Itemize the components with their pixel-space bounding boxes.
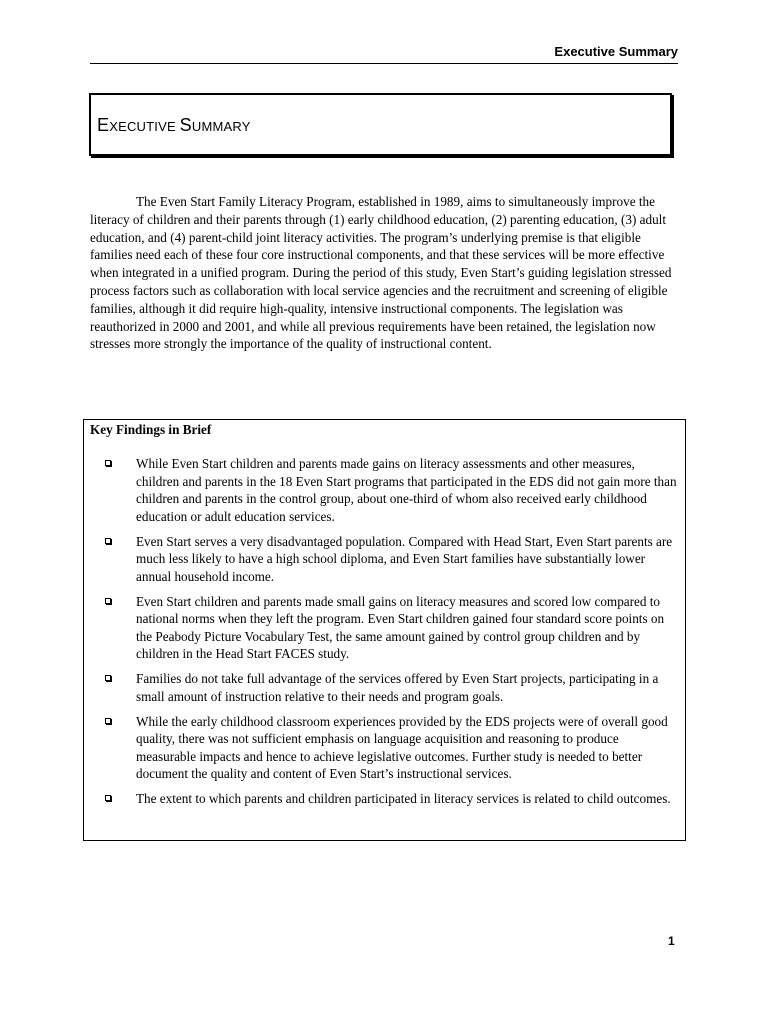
finding-item xyxy=(84,790,685,808)
title-rest-1: XECUTIVE xyxy=(109,119,180,134)
square-bullet-icon xyxy=(105,460,111,466)
title-rest-2: UMMARY xyxy=(191,119,251,134)
finding-item xyxy=(84,670,685,705)
square-bullet-icon xyxy=(105,795,111,801)
finding-item xyxy=(84,593,685,663)
title-cap-e: E xyxy=(97,115,110,135)
intro-paragraph: The Even Start Family Literacy Program, established in 1989, aims to simultaneously improve the literacy of children and their parents through (1) early childhood education, (2) parenting education, (3) adult education, and (4) parent-child joint literacy activities. The program’s underlying premise is that eligible families need each of these four core instructional components, and that these services will be more effective when integrated in a unified program. During the period of this study, Even Start’s guiding legislation stressed process factors such as collaboration with local service agencies and the recruitment and screening of eligible families, although it did require high-quality, intensive instructional components. The legislation was reauthorized in 2000 and 2001, and while all previous requirements have been retained, the legislation now stresses more strongly the importance of the quality of instructional content. xyxy=(90,194,672,352)
page-number: 1 xyxy=(668,934,675,948)
finding-text: Even Start serves a very disadvantaged population. Compared with Head Start, Even Start parents are much less likely to have a high school diploma, and Even Start families have substantially lower annual household income. xyxy=(136,533,673,584)
key-findings-box xyxy=(83,419,686,841)
finding-list xyxy=(84,455,685,816)
header-rule xyxy=(90,63,678,64)
square-bullet-icon xyxy=(105,598,111,604)
finding-text: While Even Start children and parents made gains on literacy assessments and other measures, children and parents in the 18 Even Start programs that participated in the EDS did not gain more than children and parents in the control group, about one-third of whom also received early childhood education or adult education services. xyxy=(136,456,677,524)
finding-text: The extent to which parents and children participated in literacy services is related to child outcomes. xyxy=(136,791,671,807)
finding-item xyxy=(84,533,685,586)
title-box xyxy=(89,93,672,156)
finding-text: Even Start children and parents made small gains on literacy measures and scored low compared to national norms when they left the program. Even Start children gained four standard score points on the Peabody Picture Vocabulary Test, the same amount gained by control group children and by children in the Head Start FACES study. xyxy=(136,593,665,662)
page-title xyxy=(97,115,251,136)
square-bullet-icon xyxy=(105,538,111,544)
title-cap-s: S xyxy=(179,115,192,135)
finding-text: While the early childhood classroom experiences provided by the EDS projects were of overall good quality, there was not sufficient emphasis on language acquisition and reasoning to produce measurable impacts and hence to achieve legislative outcomes. Further study is needed to better document the quality and content of Even Start’s instructional services. xyxy=(136,713,668,782)
running-header: Executive Summary xyxy=(554,44,678,59)
finding-text: Families do not take full advantage of the services offered by Even Start projects, participating in a small amount of instruction relative to their needs and program goals. xyxy=(136,671,659,704)
key-findings-title: Key Findings in Brief xyxy=(90,422,212,437)
square-bullet-icon xyxy=(105,718,111,724)
finding-item xyxy=(84,713,685,783)
square-bullet-icon xyxy=(105,675,111,681)
finding-item xyxy=(84,455,685,525)
